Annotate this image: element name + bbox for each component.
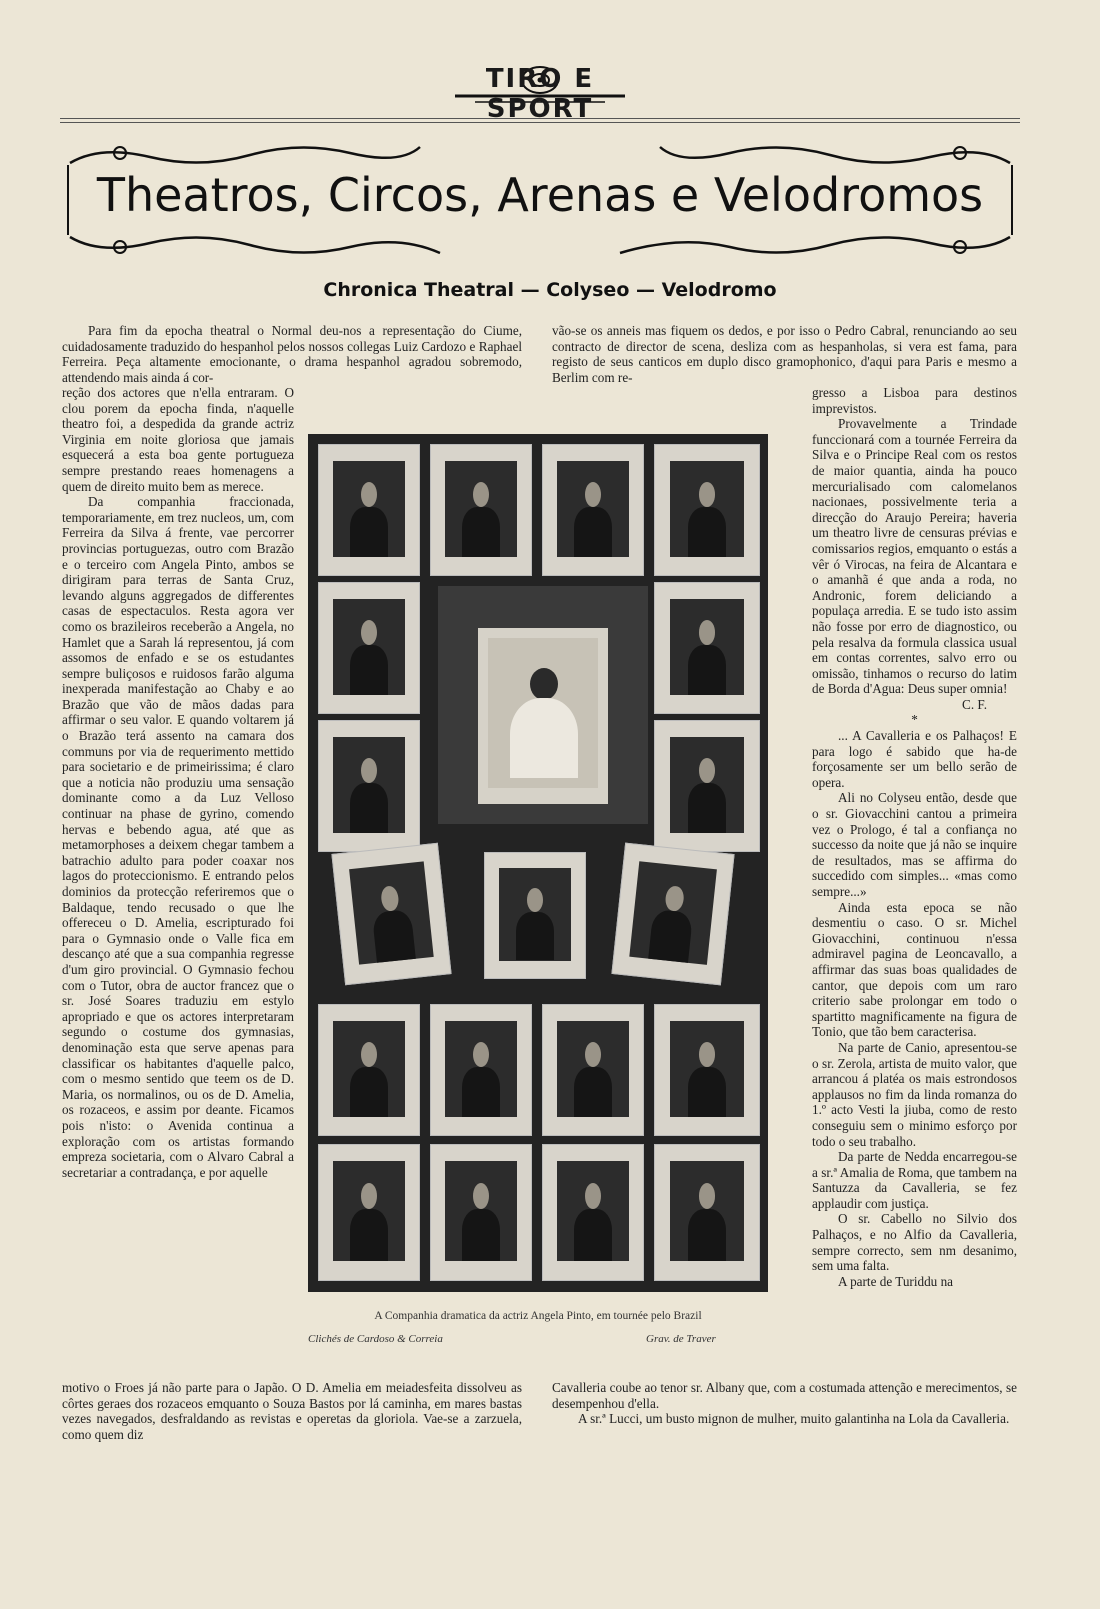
portrait-card xyxy=(542,444,644,576)
page-subtitle: Chronica Theatral — Colyseo — Velodromo xyxy=(323,279,777,301)
portrait-card xyxy=(654,444,760,576)
portrait-card xyxy=(654,1004,760,1136)
portrait-card xyxy=(331,843,451,985)
left-bottom-paragraph xyxy=(62,1380,522,1442)
photo-caption: A Companhia dramatica da actriz Angela Pinto, em tournée pelo Brazil xyxy=(374,1310,702,1322)
paragraph: gresso a Lisboa para destinos imprevistos. xyxy=(812,385,1017,416)
portrait-card xyxy=(430,1144,532,1281)
masthead-logo xyxy=(445,58,635,124)
portrait-card xyxy=(430,444,532,576)
paragraph: reção dos actores que n'ella entraram. O clou porem da epocha finda, n'aquelle theatro foi, a despedida da grande actriz Virginia em noite gloriosa que jamais esquecerá a esta boa gente portugueza sempre prestando reaes homenagens a quem de direito muito bem as merece. xyxy=(62,385,294,494)
portrait-card xyxy=(611,843,734,986)
paragraph: Na parte de Canio, apresentou-se o sr. Zerola, artista de muito valor, que arrancou á platéa os mais estrondosos applausos no fim da linda romanza do 1.º acto Vesti la jiuba, como de resto conseguiu sem o minimo esforço por todo o seu trabalho. xyxy=(812,1039,1017,1149)
portrait-card xyxy=(318,1004,420,1136)
right-column xyxy=(812,385,1017,1370)
portrait-card xyxy=(654,582,760,714)
paragraph: Da parte de Nedda encarregou-se a sr.ª Amalia de Roma, que tambem na Santuzza da Cavalleria, se fez applaudir com justiça. xyxy=(812,1149,1017,1211)
paragraph: O sr. Cabello no Silvio dos Palhaços, e no Alfio da Cavalleria, sempre correcto, sem nm desanimo, sem uma falta. xyxy=(812,1211,1017,1274)
center-portrait-angela-pinto xyxy=(438,586,648,824)
top-rule-2 xyxy=(60,122,1020,123)
portrait-card xyxy=(318,1144,420,1281)
masthead-text: TIRO E SPORT xyxy=(485,64,595,124)
separator: * xyxy=(911,712,918,728)
paragraph: Ali no Colyseu então, desde que o sr. Giovacchini cantou a primeira vez o Prologo, é tal a confiança no successo da noite que já não se inquire de resultados, mas se affirma do succedido com simples... «mas como sempre...» xyxy=(812,790,1017,899)
paragraph: Ainda esta epoca se não desmentiu o caso. O sr. Michel Giovacchini, continuou n'essa admiravel pagina de Leoncavallo, a affirmar das suas boas qualidades de cantor, que depois com um raro criterio sabe prolongar em todo o spartitto magnificamente na figura de Tonio, que tão bem caracterisa. xyxy=(812,899,1017,1040)
portrait-card xyxy=(654,720,760,852)
signature: C. F. xyxy=(962,696,987,712)
left-top-paragraph xyxy=(62,323,522,385)
portrait-card xyxy=(318,720,420,852)
photo-credit-left: Clichés de Cardoso & Correia xyxy=(308,1333,443,1345)
portrait-card xyxy=(542,1004,644,1136)
portrait-card xyxy=(318,582,420,714)
portrait-card xyxy=(430,1004,532,1136)
portrait-card xyxy=(542,1144,644,1281)
portrait-card xyxy=(484,852,586,979)
paragraph: Provavelmente a Trindade funccionará com a tournée Ferreira da Silva e o Principe Real com os restos de maior quantia, ainda ha pouco mercurialisado com calomelanos nacionaes, possivelmente teria a direcção do Araujo Pereira; haveria um theatro livre de censuras prévias e comissarios regios, emquanto o estás a vêr ó Virocas, na feira de Alcantara e o amanhã é que anda a roda, no Andronic, forem deliciando a populaça arredia. E se tudo isto assim não fosse por erro de diagnostico, ou pela resalva da formula classica usual em contas correntes, salvo erro ou omissão, tinhamos o recurso do latim de Borda d'Agua: Deus super omnia! xyxy=(812,416,1017,697)
right-bottom-paragraph xyxy=(552,1380,1017,1427)
paragraph: motivo o Froes já não parte para o Japão. O D. Amelia em meiadesfeita dissolveu as côrtes geraes dos rozaceos emquanto o Souza Bastos por lá caminha, em mares bastas vezes navegados, desfraldando as revistas e operetas da gloriola. Vae-se a zarzuela, como quem diz xyxy=(62,1380,522,1442)
paragraph: A parte de Turiddu na xyxy=(838,1273,954,1289)
photo-collage xyxy=(308,434,768,1292)
page-title: Theatros, Circos, Arenas e Velodromos xyxy=(96,168,984,222)
photo-credit-right: Grav. de Traver xyxy=(646,1333,716,1345)
portrait-card xyxy=(654,1144,760,1281)
paragraph: Para fim da epocha theatral o Normal deu-nos a representação do Ciume, cuidadosamente traduzido do hespanhol pelos nossos collegas Luiz Cardozo e Raphael Ferreira. Peça altamente emocionante, o drama hespanhol agradou sobremodo, attendendo mais ainda á cor- xyxy=(62,323,522,385)
paragraph: Cavalleria coube ao tenor sr. Albany que, com a costumada attenção e merecimentos, se desempenhou d'ella. xyxy=(552,1380,1017,1411)
paragraph: vão-se os anneis mas fiquem os dedos, e por isso o Pedro Cabral, renunciando ao seu contracto de director de scena, desliza com as hespanholas, si vera est fama, para registo de seus canticos em duplo disco gramophonico, d'aqui para Paris e mesmo a Berlim com re- xyxy=(552,323,1017,385)
top-rule xyxy=(60,118,1020,119)
paragraph: A sr.ª Lucci, um busto mignon de mulher, muito galantinha na Lola da Cavalleria. xyxy=(578,1411,1010,1427)
paragraph: ... A Cavalleria e os Palhaços! E para logo é sabido que ha-de forçosamente ser um bello serão de opera. xyxy=(812,728,1017,790)
right-top-paragraph xyxy=(552,323,1017,385)
portrait-card xyxy=(318,444,420,576)
paragraph: Da companhia fraccionada, temporariamente, em trez nucleos, um, com Ferreira da Silva á frente, vae percorrer provincias portuguezas, outro com Brazão e o terceiro com Angela Pinto, ambos se dirigiram para terras de Santa Cruz, levando alguns aggregados de differentes casas de espectaculos. Resta agora ver como os brazileiros receberão a Angela, no Hamlet que a Sarah lá representou, já com assomos de enfado e se os estudantes sempre buliçosos e ruidosos farão alguma inexperada manifestação ao Chaby e ao Brazão que vão de mãos dadas para affirmar o seu valor. E quando voltarem já o Brazão terá assento na camara dos communs por via de requerimento mettido para societario e de primeirissima; é claro que a noticia não produziu uma sensação dominante como a da Luz Velloso continuar na phase de gyrino, comendo hervas e bebendo agua, até que as metamorphoses a deixem chegar tambem a batrachio adulto para poder coaxar nos lagos do proteccionismo. E entrando pelos dominios da protecção referiremos que o Baldaque, tendo recusado o que lhe offereceu o D. Amelia, escripturado foi para o Gymnasio onde o Valle fica em descanço até que a sua companhia regresse d'um giro provincial. O Gymnasio fechou com o Tutor, obra de auctor francez que o sr. José Soares traduziu em estylo apropriado e que os actores interpretaram segundo o costume dos gymnasias, denominação esta que serve apenas para classificar os habitantes d'aquelle palco, com o mesmo sentido que teem os de D. Maria, os normalinos, ou os de D. Amelia, os rozaceos, e assim por deante. Ficamos pois n'isto: o Avenida continua a exploração com os artistas formando empreza societaria, com o Alvaro Cabral a secretariar a contradança, e por aquelle xyxy=(62,494,294,1180)
left-column xyxy=(62,385,294,1370)
